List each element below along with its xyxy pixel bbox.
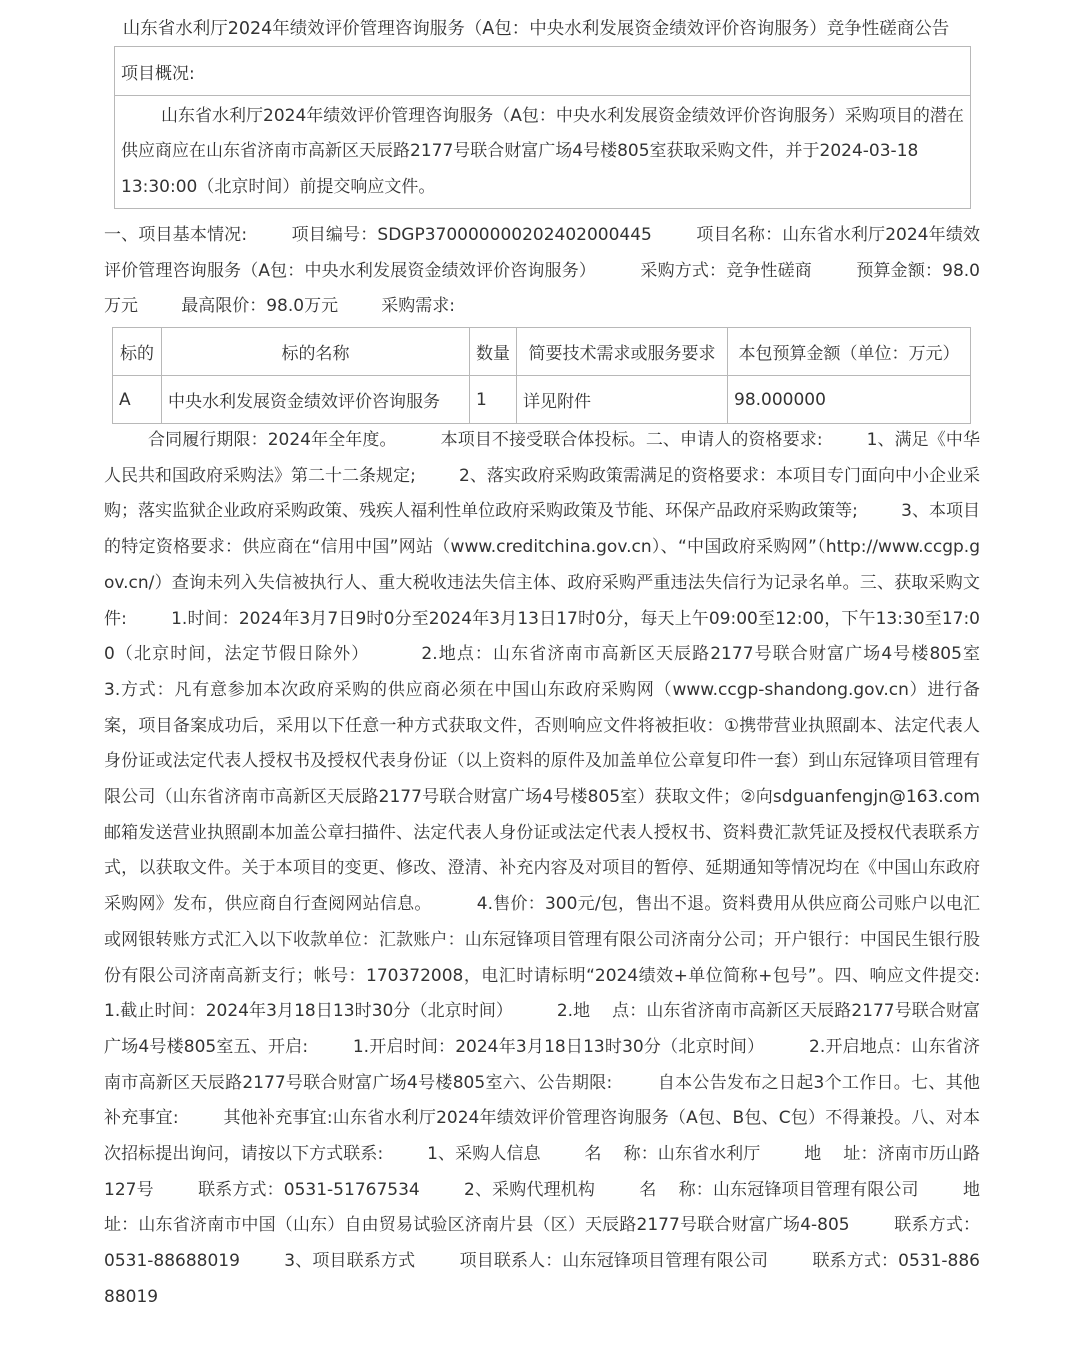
cell-item: A [113, 376, 162, 424]
cell-quantity: 1 [470, 376, 517, 424]
table-header-row [113, 328, 971, 376]
col-header-item: 标的 [113, 328, 162, 376]
overview-body-cell [115, 96, 971, 209]
announcement-title: 山东省水利厅2024年绩效评价管理咨询服务（A包：中央水利发展资金绩效评价咨询服务）竞争性磋商公告 [122, 19, 950, 39]
overview-heading: 项目概况: [115, 47, 971, 96]
table-row [113, 376, 971, 424]
overview-body-text: 山东省水利厅2024年绩效评价管理咨询服务（A包：中央水利发展资金绩效评价咨询服务）采购项目的潜在供应商应在山东省济南市高新区天辰路2177号联合财富广场4号楼805室获取采购文件，并于2024-03-18 13:30:00（北京时间）前提交响应文件。 [121, 105, 964, 197]
cell-budget: 98.000000 [728, 376, 971, 424]
col-header-budget: 本包预算金额（单位：万元） [728, 328, 971, 376]
cell-requirements: 详见附件 [517, 376, 728, 424]
col-header-item-name: 标的名称 [162, 328, 470, 376]
procurement-item-table [112, 327, 971, 424]
project-overview-box [114, 46, 971, 209]
cell-item-name: 中央水利发展资金绩效评价咨询服务 [162, 376, 470, 424]
basic-info-paragraph: 一、项目基本情况: 项目编号：SDGP370000000202402000445 项目名称：山东省水利厅2024年绩效评价管理咨询服务（A包：中央水利发展资金绩效评价咨询服务） 采购方式：竞争性磋商 预算金额：98.0万元 最高限价：98.0万元 采购需求: [104, 225, 980, 317]
col-header-quantity: 数量 [470, 328, 517, 376]
announcement-body-text: 合同履行期限：2024年全年度。 本项目不接受联合体投标。二、申请人的资格要求: 1、满足《中华人民共和国政府采购法》第二十二条规定; 2、落实政府采购政策需满足的资格要求：本项目专门面向中小企业采购；落实监狱企业政府采购政策、残疾人福利性单位政府采购政策及节能、环保产品政府采购政策等; 3、本项目的特定资格要求：供应商在“信用中国”网站（www.creditchina.gov.cn）、“中国政府采购网”（http://www.ccgp.gov.cn/）查询未列入失信被执行人、重大税收违法失信主体、政府采购严重违法失信行为记录名单。三、获取采购文件: 1.时间：2024年3月7日9时0分至2024年3月13日17时0分，每天上午09:00至12:00，下午13:30至17:00（北京时间，法定节假日除外） 2.地点：山东省济南市高新区天辰路2177号联合财富广场4号楼805室 3.方式：凡有意参加本次政府采购的供应商必须在中国山东政府采购网（www.ccgp-shandong.gov.cn）进行备案，项目备案成功后，采用以下任意一种方式获取文件，否则响应文件将被拒收：①携带营业执照副本、法定代表人身份证或法定代表人授权书及授权代表身份证（以上资料的原件及加盖单位公章复印件一套）到山东冠锋项目管理有限公司（山东省济南市高新区天辰路2177号联合财富广场4号楼805室）获取文件；②向sdguanfengjn@163.com邮箱发送营业执照副本加盖公章扫描件、法定代表人身份证或法定代表人授权书、资料费汇款凭证及授权代表联系方式，以获取文件。关于本项目的变更、修改、澄清、补充内容及对项目的暂停、延期通知等情况均在《中国山东政府采购网》发布，供应商自行查阅网站信息。 4.售价：300元/包，售出不退。资料费用从供应商公司账户以电汇或网银转账方式汇入以下收款单位：汇款账户：山东冠锋项目管理有限公司济南分公司；开户银行：中国民生银行股份有限公司济南高新支行；帐号：170372008，电汇时请标明“2024绩效+单位简称+包号”。四、响应文件提交: 1.截止时间：2024年3月18日13时30分（北京时间） 2.地 点：山东省济南市高新区天辰路2177号联合财富广场4号楼805室五、开启: 1.开启时间：2024年3月18日13时30分（北京时间） 2.开启地点：山东省济南市高新区天辰路2177号联合财富广场4号楼805室六、公告期限: 自本公告发布之日起3个工作日。七、其他补充事宜: 其他补充事宜:山东省水利厅2024年绩效评价管理咨询服务（A包、B包、C包）不得兼投。八、对本次招标提出询问，请按以下方式联系: 1、采购人信息 名 称：山东省水利厅 地 址：济南市历山路127号 联系方式：0531-51767534 2、采购代理机构 名 称：山东冠锋项目管理有限公司 地 址：山东省济南市中国（山东）自由贸易试验区济南片县（区）天辰路2177号联合财富广场4-805 联系方式：0531-88688019 3、项目联系方式 项目联系人：山东冠锋项目管理有限公司 联系方式：0531-88688019 [104, 430, 1024, 1307]
col-header-requirements: 简要技术需求或服务要求 [517, 328, 728, 376]
